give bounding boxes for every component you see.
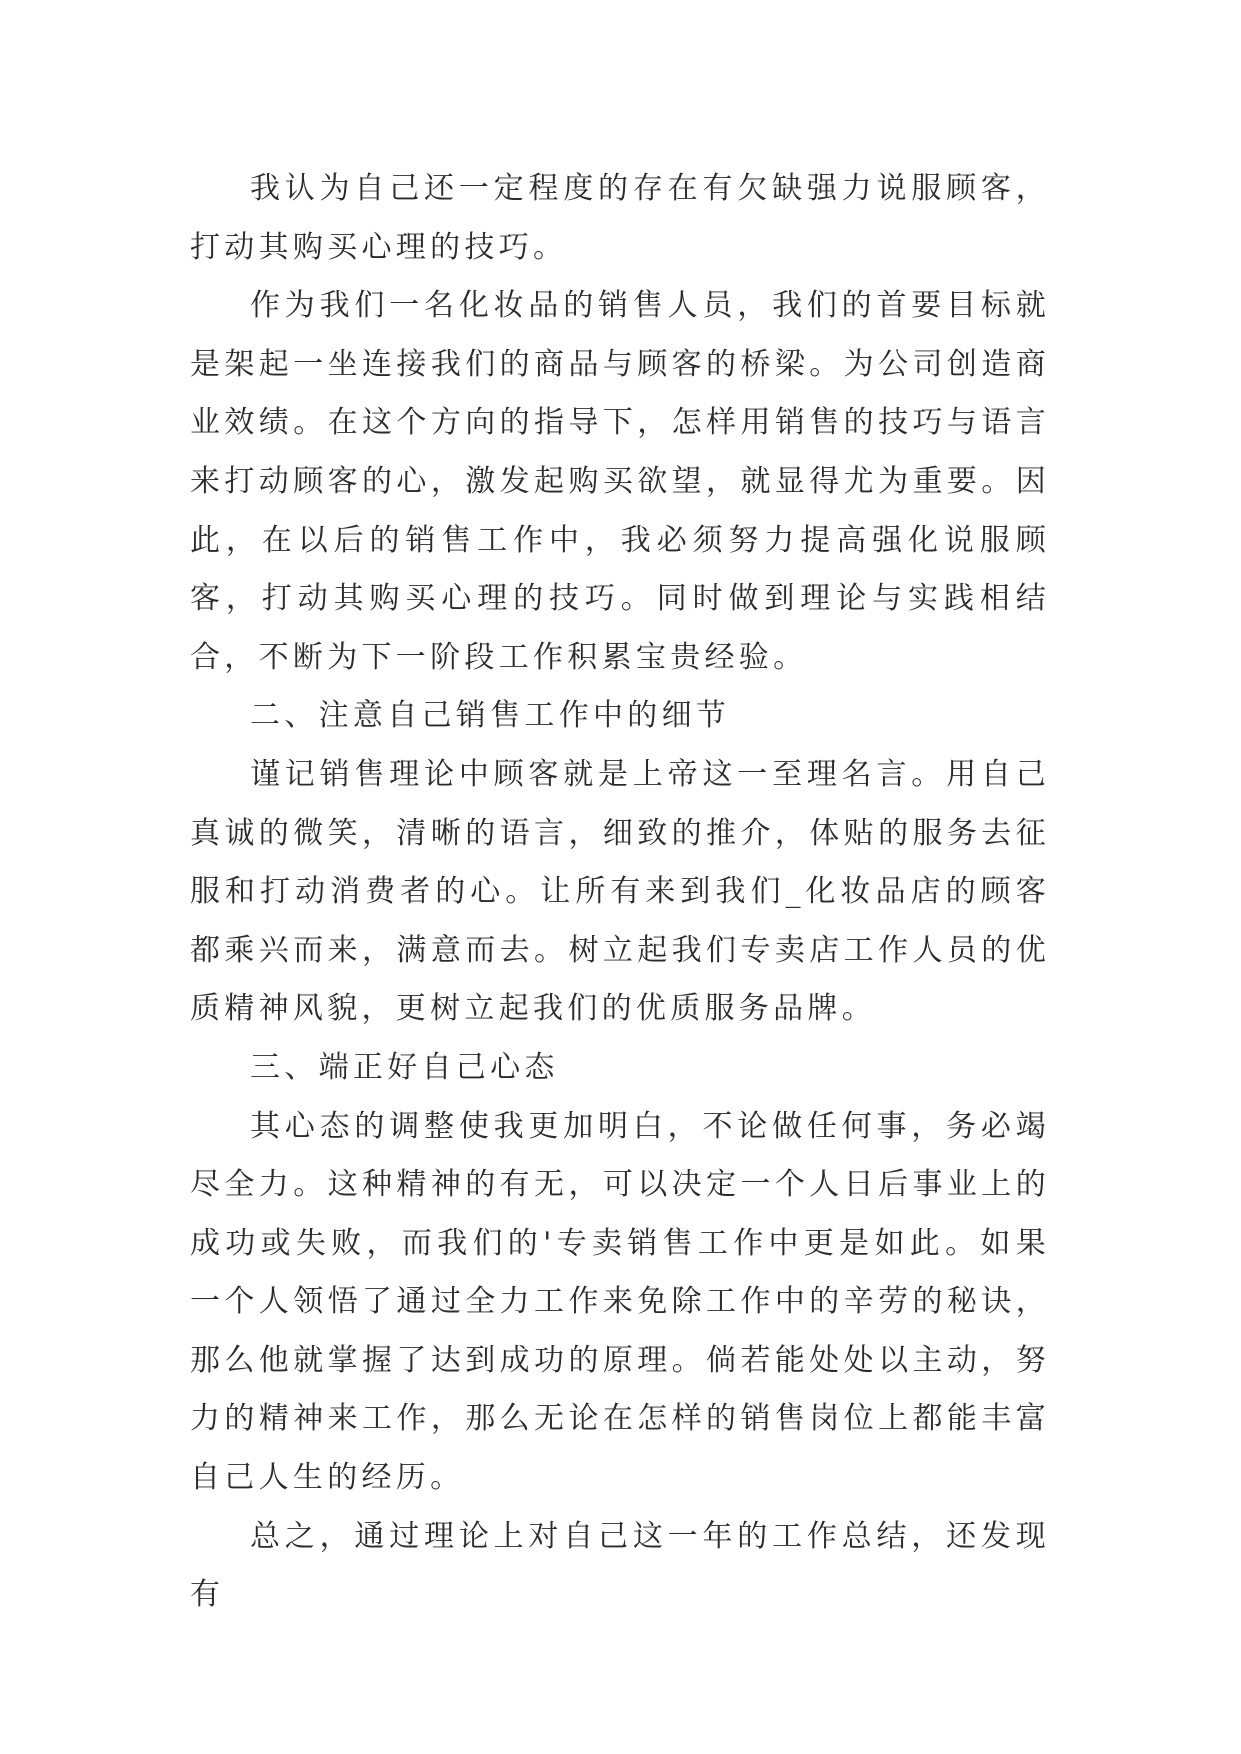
paragraph-skill-shortfall: 我认为自己还一定程度的存在有欠缺强力说服顾客，打动其购买心理的技巧。: [190, 171, 1050, 265]
paragraph-summary: 总之，通过理论上对自己这一年的工作总结，还发现有: [190, 1518, 1050, 1613]
section-heading-details: 二、注意自己销售工作中的细节: [250, 698, 731, 734]
document-body: [190, 160, 1050, 1625]
paragraph-customer-service: 谨记销售理论中顾客就是上帝这一至理名言。用自己真诚的微笑，清晰的语言，细致的推介，体贴的服务去征服和打动消费者的心。让所有来到我们_化妆品店的顾客都乘兴而来，满意而去。树立起我们专卖店工作人员的优质精神风貌，更树立起我们的优质服务品牌。: [190, 756, 1050, 1027]
paragraph-sales-goal: 作为我们一名化妆品的销售人员，我们的首要目标就是架起一坐连接我们的商品与顾客的桥梁。为公司创造商业效绩。在这个方向的指导下，怎样用销售的技巧与语言来打动顾客的心，激发起购买欲望，就显得尤为重要。因此，在以后的销售工作中，我必须努力提高强化说服顾客，打动其购买心理的技巧。同时做到理论与实践相结合，不断为下一阶段工作积累宝贵经验。: [190, 288, 1050, 675]
section-heading-mindset: 三、端正好自己心态: [250, 1049, 559, 1085]
paragraph-mindset: 其心态的调整使我更加明白，不论做任何事，务必竭尽全力。这种精神的有无，可以决定一个人日后事业上的成功或失败，而我们的'专卖销售工作中更是如此。如果一个人领悟了通过全力工作来免除工作中的辛劳的秘诀，那么他就掌握了达到成功的原理。倘若能处处以主动，努力的精神来工作，那么无论在怎样的销售岗位上都能丰富自己人生的经历。: [190, 1108, 1050, 1496]
